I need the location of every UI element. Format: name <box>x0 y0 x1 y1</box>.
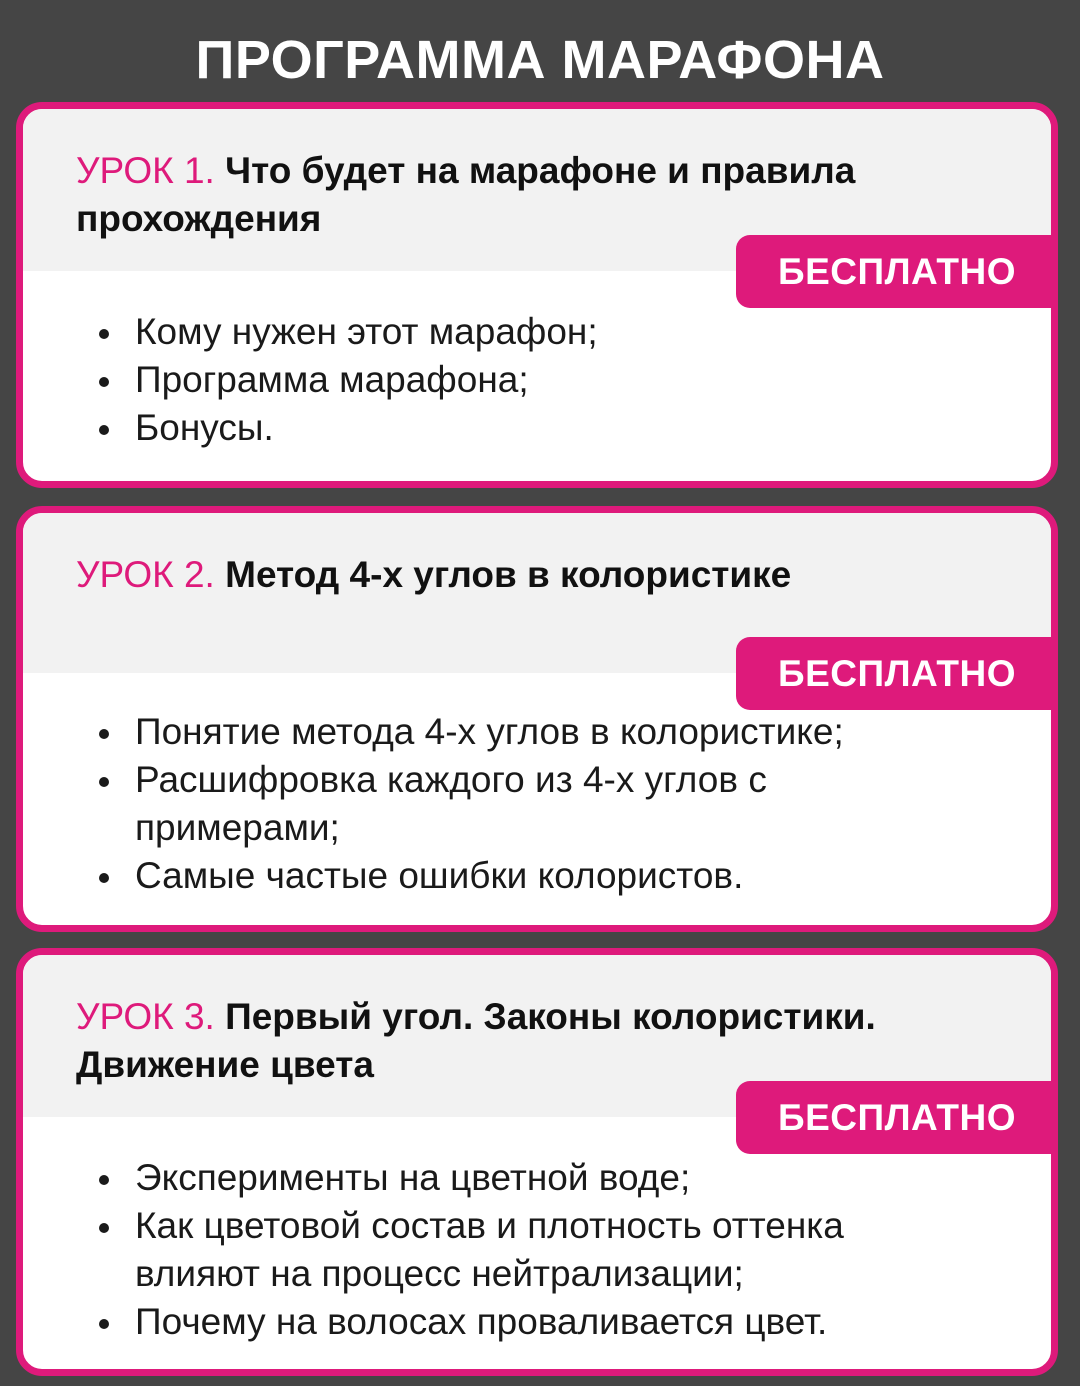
list-item: Самые частые ошибки колористов. <box>135 852 981 900</box>
lesson-title-text: Первый угол. Законы колористики. Движение цвета <box>76 996 876 1085</box>
list-item: Понятие метода 4-х углов в колористике; <box>135 708 981 756</box>
lesson-title <box>76 993 961 1089</box>
list-item: Бонусы. <box>135 404 1011 452</box>
lesson-card-1 <box>16 102 1058 488</box>
free-badge: БЕСПЛАТНО <box>736 235 1058 308</box>
page-title: ПРОГРАММА МАРАФОНА <box>195 30 885 90</box>
free-badge: БЕСПЛАТНО <box>736 1081 1058 1154</box>
list-item: Эксперименты на цветной воде; <box>135 1154 971 1202</box>
lesson-number: УРОК 1. <box>76 150 215 191</box>
list-item: Программа марафона; <box>135 356 1011 404</box>
list-item: Почему на волосах проваливается цвет. <box>135 1298 971 1346</box>
lesson-number: УРОК 2. <box>76 554 215 595</box>
lesson-number: УРОК 3. <box>76 996 215 1037</box>
free-badge: БЕСПЛАТНО <box>736 637 1058 710</box>
lesson-title-text: Что будет на марафоне и правила прохождения <box>76 150 856 239</box>
list-item: Как цветовой состав и плотность оттенка влияют на процесс нейтрализации; <box>135 1202 971 1298</box>
list-item: Кому нужен этот марафон; <box>135 308 1011 356</box>
lesson-title <box>76 147 1011 243</box>
lesson-title-text: Метод 4-х углов в колористике <box>225 554 792 595</box>
list-item: Расшифровка каждого из 4-х углов с примерами; <box>135 756 981 852</box>
lesson-card-3 <box>16 948 1058 1376</box>
topic-list <box>23 673 1051 900</box>
lesson-card-2 <box>16 506 1058 932</box>
lesson-title <box>76 551 1011 599</box>
